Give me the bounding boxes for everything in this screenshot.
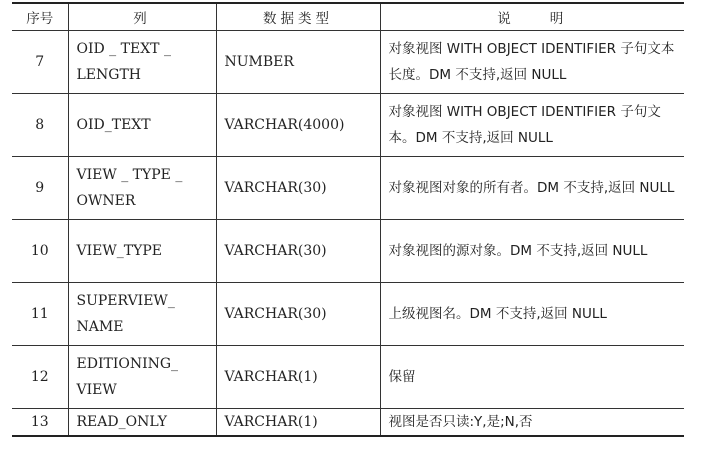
description: 视图是否只读:Y,是;N,否: [380, 409, 684, 437]
column-name: VIEW _ TYPE _ OWNER: [68, 157, 216, 220]
table-row: [12, 157, 684, 220]
column-name: OID _ TEXT _ LENGTH: [68, 31, 216, 94]
row-number: 12: [12, 346, 68, 409]
header-no: 序号: [12, 3, 68, 31]
row-number: 8: [12, 94, 68, 157]
row-number: 10: [12, 220, 68, 283]
data-type: VARCHAR(30): [216, 283, 380, 346]
table-row: [12, 346, 684, 409]
table-row: [12, 94, 684, 157]
header-column: 列: [68, 3, 216, 31]
description: 对象视图对象的所有者。DM 不支持,返回 NULL: [380, 157, 684, 220]
description: 对象视图 WITH OBJECT IDENTIFIER 子句文本。DM 不支持,返回 NULL: [380, 94, 684, 157]
description: 对象视图 WITH OBJECT IDENTIFIER 子句文本长度。DM 不支持,返回 NULL: [380, 31, 684, 94]
header-description: 说 明: [380, 3, 684, 31]
header-data-type: 数据类型: [216, 3, 380, 31]
description: 上级视图名。DM 不支持,返回 NULL: [380, 283, 684, 346]
data-type: VARCHAR(1): [216, 346, 380, 409]
table-container: [12, 2, 684, 437]
column-name: EDITIONING_ VIEW: [68, 346, 216, 409]
column-name: READ_ONLY: [68, 409, 216, 437]
data-type: VARCHAR(4000): [216, 94, 380, 157]
table-row: [12, 31, 684, 94]
description: 保留: [380, 346, 684, 409]
view-columns-table: [12, 2, 684, 437]
data-type: VARCHAR(30): [216, 157, 380, 220]
table-row: [12, 283, 684, 346]
table-row: [12, 409, 684, 437]
row-number: 13: [12, 409, 68, 437]
table-header-row: [12, 3, 684, 31]
row-number: 9: [12, 157, 68, 220]
data-type: VARCHAR(30): [216, 220, 380, 283]
row-number: 7: [12, 31, 68, 94]
data-type: VARCHAR(1): [216, 409, 380, 437]
column-name: SUPERVIEW_ NAME: [68, 283, 216, 346]
table-row: [12, 220, 684, 283]
row-number: 11: [12, 283, 68, 346]
column-name: VIEW_TYPE: [68, 220, 216, 283]
description: 对象视图的源对象。DM 不支持,返回 NULL: [380, 220, 684, 283]
column-name: OID_TEXT: [68, 94, 216, 157]
data-type: NUMBER: [216, 31, 380, 94]
